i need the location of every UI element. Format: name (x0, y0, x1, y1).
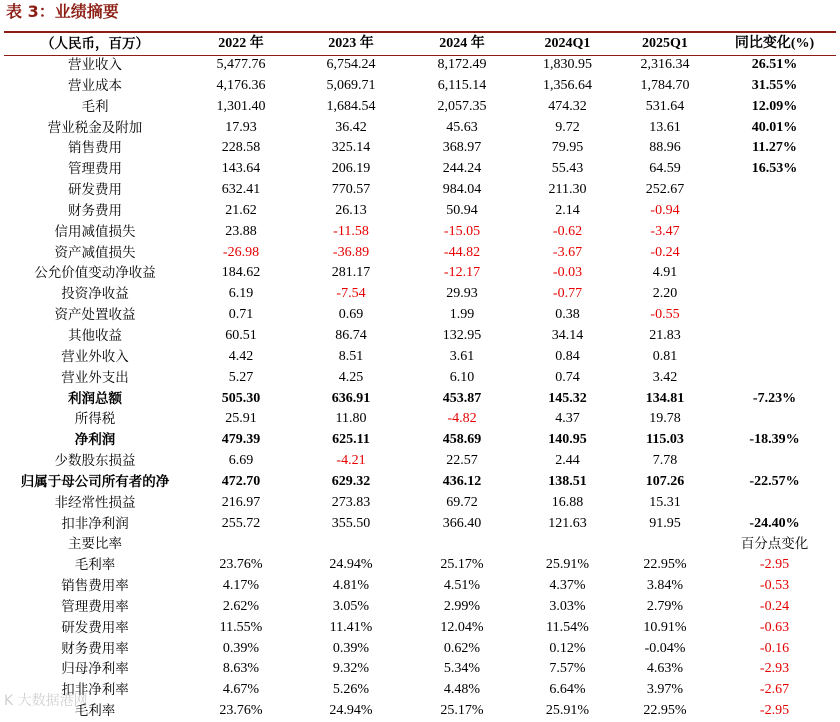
value-cell: 3.42 (652, 369, 678, 385)
row-label: 营业成本 (68, 77, 122, 94)
value-cell: 2.44 (555, 453, 580, 469)
value-cell (617, 534, 713, 555)
value-cell: 22.95% (643, 703, 687, 719)
value-cell: 0.62% (443, 640, 481, 656)
value-cell: 211.30 (548, 182, 587, 198)
value-cell: 216.97 (221, 494, 261, 510)
row-label: 扣非净利率 (61, 682, 129, 699)
row-label: 毛利 (81, 98, 109, 115)
table-row (4, 201, 836, 222)
row-label: 投资净收益 (61, 286, 129, 303)
table-row (4, 555, 836, 576)
top-rule (4, 31, 836, 33)
change-cell: 31.55% (751, 77, 798, 93)
table-row (4, 55, 836, 76)
value-cell: 6.19 (228, 286, 254, 302)
table-row (4, 659, 836, 680)
value-cell: 1,356.64 (543, 77, 592, 93)
value-cell: 34.14 (551, 327, 584, 343)
table-row (4, 284, 836, 305)
value-cell: 632.41 (221, 182, 261, 198)
value-cell: 3.97% (646, 682, 684, 698)
value-cell: 69.72 (446, 494, 478, 510)
table-row (4, 368, 836, 389)
row-label: 销售费用率 (61, 578, 129, 595)
value-cell (406, 534, 518, 555)
row-label: 利润总额 (68, 390, 122, 407)
value-cell: 115.03 (646, 432, 684, 448)
change-cell: -2.95 (759, 703, 790, 719)
value-cell: 0.69 (338, 307, 364, 323)
change-cell: -24.40% (749, 515, 800, 531)
value-cell: 0.74 (555, 369, 580, 385)
row-label: 营业收入 (68, 57, 122, 73)
value-cell: 6,115.14 (437, 77, 487, 93)
table-row (4, 222, 836, 243)
value-cell: 6.69 (228, 453, 254, 469)
value-cell: 21.62 (225, 202, 257, 218)
row-label: 非经常性损益 (54, 494, 136, 511)
value-cell: 13.61 (649, 119, 681, 135)
table-row (4, 263, 836, 284)
value-cell: 143.64 (221, 161, 261, 177)
value-cell: 531.64 (645, 98, 685, 114)
value-cell: 25.17% (440, 557, 484, 573)
table-row (4, 180, 836, 201)
value-cell: 7.78 (652, 453, 678, 469)
value-cell: 4.37 (555, 411, 580, 427)
value-cell: 252.67 (645, 182, 685, 198)
table-row (4, 451, 836, 472)
header-cell-2025q1: 2025Q1 (642, 36, 688, 52)
change-cell: -0.53 (759, 578, 790, 594)
value-cell: 5,477.76 (216, 57, 266, 72)
value-cell: 64.59 (649, 161, 681, 177)
value-cell: 625.11 (332, 432, 370, 448)
value-cell: 8.63% (222, 661, 260, 677)
value-cell: -0.94 (650, 202, 680, 218)
value-cell: 50.94 (446, 202, 478, 218)
value-cell (186, 534, 296, 555)
value-cell: 134.81 (645, 390, 685, 406)
value-cell: 25.91% (545, 703, 590, 719)
change-cell: -7.23% (752, 390, 797, 406)
value-cell: -0.77 (552, 286, 583, 302)
financial-summary-table (4, 34, 836, 722)
value-cell: 11.80 (335, 411, 367, 427)
value-cell: 1,784.70 (640, 77, 690, 93)
value-cell: -3.47 (650, 223, 680, 239)
value-cell: 23.76% (219, 703, 263, 719)
table-row (4, 576, 836, 597)
value-cell: 206.19 (331, 161, 371, 177)
value-cell: 984.04 (442, 182, 482, 198)
row-label: 所得税 (74, 411, 116, 428)
value-cell: 138.51 (548, 473, 587, 489)
value-cell (518, 534, 617, 555)
value-cell: 1,684.54 (326, 98, 376, 114)
value-cell: 6.64% (549, 682, 586, 698)
row-label: 研发费用 (68, 182, 122, 199)
value-cell: 5.26% (332, 682, 370, 698)
value-cell: 45.63 (446, 119, 478, 135)
value-cell: 140.95 (548, 432, 587, 448)
table-body (4, 55, 836, 722)
value-cell: 355.50 (331, 515, 371, 531)
value-cell: -4.82 (447, 411, 477, 427)
value-cell: 5,069.71 (326, 77, 376, 93)
value-cell: 505.30 (221, 390, 261, 406)
change-cell (713, 222, 836, 243)
value-cell: 6,754.24 (326, 57, 376, 72)
value-cell: 2.62% (222, 598, 260, 614)
value-cell: 9.32% (332, 661, 370, 677)
value-cell: 244.24 (442, 161, 482, 177)
value-cell: -0.24 (650, 244, 680, 260)
change-cell: -2.95 (759, 557, 790, 573)
change-cell: -0.63 (759, 619, 790, 635)
value-cell: 3.05% (332, 598, 370, 614)
value-cell: 0.39% (332, 640, 370, 656)
value-cell: 325.14 (331, 140, 371, 156)
value-cell: 4.67% (222, 682, 260, 698)
table-row (4, 493, 836, 514)
header-cell-2022: 2022 年 (218, 36, 264, 52)
change-cell: 40.01% (751, 119, 798, 135)
value-cell: 273.83 (331, 494, 371, 510)
value-cell: 636.91 (331, 390, 371, 406)
value-cell: 8.51 (338, 348, 364, 364)
row-label: 归母净利率 (61, 661, 129, 678)
value-cell: 3.61 (449, 348, 475, 364)
value-cell: 366.40 (442, 515, 482, 531)
table-row (4, 534, 836, 555)
change-cell: -2.93 (759, 661, 790, 677)
change-cell (713, 263, 836, 284)
change-cell: -0.16 (759, 640, 790, 656)
value-cell: 22.57 (446, 453, 478, 469)
header-cell-2024: 2024 年 (439, 36, 485, 52)
value-cell: -0.55 (650, 307, 680, 323)
change-cell (713, 451, 836, 472)
change-cell (713, 326, 836, 347)
change-cell (713, 180, 836, 201)
row-label: 其他收益 (68, 327, 122, 344)
change-cell: 16.53% (751, 161, 798, 177)
value-cell: 1.99 (449, 307, 475, 323)
table-row (4, 514, 836, 535)
value-cell: 5.27 (228, 369, 254, 385)
value-cell: 6.10 (449, 369, 475, 385)
table-row (4, 159, 836, 180)
row-label: 信用减值损失 (54, 223, 136, 240)
value-cell: 1,301.40 (216, 98, 266, 114)
table-row (4, 639, 836, 660)
value-cell: 4.42 (228, 348, 254, 364)
value-cell: -12.17 (443, 265, 481, 281)
table-row (4, 97, 836, 118)
value-cell: 60.51 (225, 327, 257, 343)
change-cell (713, 305, 836, 326)
row-label: 财务费用率 (61, 640, 129, 657)
value-cell: 3.03% (549, 598, 586, 614)
value-cell: 4.48% (443, 682, 481, 698)
row-label: 公允价值变动净收益 (34, 265, 156, 282)
value-cell: 0.71 (228, 307, 254, 323)
table-caption: 表 3：业绩摘要 (6, 2, 119, 21)
value-cell: 21.83 (649, 327, 681, 343)
value-cell: 29.93 (446, 286, 478, 302)
value-cell: 88.96 (649, 140, 681, 156)
change-cell: -22.57% (749, 473, 800, 489)
value-cell: 25.91% (545, 557, 590, 573)
value-cell: 145.32 (548, 390, 587, 406)
change-cell (713, 347, 836, 368)
value-cell: 36.42 (335, 119, 367, 135)
value-cell: 1,830.95 (543, 57, 592, 72)
value-cell: 15.31 (649, 494, 681, 510)
change-cell (713, 409, 836, 430)
table-row (4, 118, 836, 139)
value-cell: 228.58 (221, 140, 261, 156)
change-cell: 11.27% (752, 140, 797, 156)
value-cell: -36.89 (332, 244, 370, 260)
row-label: 管理费用 (68, 161, 122, 178)
value-cell: 25.17% (440, 703, 484, 719)
value-cell: 12.04% (440, 619, 484, 635)
change-cell: -18.39% (749, 432, 800, 448)
value-cell: -44.82 (443, 244, 481, 260)
row-label: 营业外支出 (61, 369, 129, 386)
value-cell: 4.63% (646, 661, 684, 677)
value-cell: 4.25 (338, 369, 364, 385)
value-cell: 22.95% (643, 557, 687, 573)
table-row (4, 326, 836, 347)
value-cell: 132.95 (442, 327, 482, 343)
table-row (4, 305, 836, 326)
header-cell-2023: 2023 年 (328, 36, 374, 52)
table-row (4, 597, 836, 618)
change-cell: 26.51% (751, 57, 798, 72)
value-cell: 472.70 (221, 473, 261, 489)
row-label: 少数股东损益 (54, 453, 136, 470)
value-cell: -0.04% (644, 640, 686, 656)
value-cell: 255.72 (221, 515, 261, 531)
watermark: K 大数据港网 (4, 693, 88, 709)
change-cell: 百分点变化 (740, 536, 809, 553)
value-cell: 368.97 (442, 140, 482, 156)
value-cell: 24.94% (329, 703, 373, 719)
row-label: 净利润 (74, 432, 116, 449)
value-cell: 107.26 (645, 473, 685, 489)
value-cell: 0.84 (555, 348, 580, 364)
table-row (4, 618, 836, 639)
row-label: 毛利率 (74, 557, 116, 574)
row-label: 销售费用 (68, 140, 122, 157)
row-label: 营业税金及附加 (47, 119, 143, 136)
value-cell: -7.54 (336, 286, 366, 302)
value-cell: 121.63 (548, 515, 587, 531)
value-cell: 11.55% (219, 619, 263, 635)
change-cell (713, 493, 836, 514)
value-cell: 474.32 (548, 98, 587, 114)
row-label: 扣非净利润 (61, 515, 129, 532)
header-cell-unit: （人民币，百万） (41, 36, 149, 53)
change-cell (713, 201, 836, 222)
change-cell (713, 368, 836, 389)
value-cell: -0.03 (552, 265, 583, 281)
value-cell: -4.21 (336, 453, 366, 469)
value-cell: 4.81% (332, 578, 370, 594)
value-cell: 0.12% (549, 640, 586, 656)
value-cell: 2,057.35 (437, 98, 487, 114)
value-cell: 4.37% (549, 578, 586, 594)
value-cell: 16.88 (551, 494, 584, 510)
value-cell: 10.91% (643, 619, 687, 635)
table-row (4, 389, 836, 410)
table-row (4, 472, 836, 493)
value-cell: 23.88 (225, 223, 257, 239)
change-cell: -0.24 (759, 598, 790, 614)
table-row (4, 409, 836, 430)
change-cell (713, 284, 836, 305)
row-label: 主要比率 (68, 536, 122, 553)
table-row (4, 138, 836, 159)
value-cell: 629.32 (331, 473, 371, 489)
value-cell: 26.13 (335, 202, 367, 218)
value-cell: 2.14 (555, 202, 580, 218)
value-cell: 281.17 (331, 265, 371, 281)
value-cell: 25.91 (225, 411, 257, 427)
table-row (4, 347, 836, 368)
value-cell: 91.95 (649, 515, 681, 531)
value-cell (296, 534, 406, 555)
value-cell: 436.12 (442, 473, 482, 489)
value-cell: 2.79% (646, 598, 684, 614)
change-cell (713, 243, 836, 264)
header-rule (4, 55, 836, 56)
value-cell: 55.43 (551, 161, 584, 177)
change-cell: -2.67 (759, 682, 790, 698)
header-cell-yoy: 同比变化(%) (734, 36, 815, 52)
row-label: 资产处置收益 (54, 307, 136, 324)
table-row (4, 680, 836, 701)
value-cell: 2.99% (443, 598, 481, 614)
value-cell: 5.34% (443, 661, 481, 677)
table-row (4, 430, 836, 451)
value-cell: 184.62 (221, 265, 261, 281)
value-cell: 4.51% (443, 578, 481, 594)
value-cell: 4.91 (652, 265, 678, 281)
value-cell: 0.81 (652, 348, 678, 364)
row-label: 毛利率 (74, 703, 116, 720)
header-cell-2024q1: 2024Q1 (544, 36, 591, 52)
value-cell: 2,316.34 (640, 57, 690, 72)
value-cell: -15.05 (443, 223, 481, 239)
value-cell: 4,176.36 (216, 77, 266, 93)
change-cell: 12.09% (751, 98, 798, 114)
value-cell: -3.67 (552, 244, 583, 260)
value-cell: 770.57 (331, 182, 371, 198)
value-cell: 453.87 (442, 390, 482, 406)
value-cell: 11.41% (329, 619, 373, 635)
value-cell: 11.54% (546, 619, 589, 635)
value-cell: 24.94% (329, 557, 373, 573)
value-cell: -11.58 (333, 223, 369, 239)
row-label: 管理费用率 (61, 598, 129, 615)
value-cell: 8,172.49 (437, 57, 487, 72)
row-label: 研发费用率 (61, 619, 129, 636)
value-cell: 0.39% (222, 640, 260, 656)
value-cell: 23.76% (219, 557, 263, 573)
row-label: 财务费用 (68, 202, 122, 219)
header-row (4, 34, 836, 55)
value-cell: 4.17% (222, 578, 260, 594)
value-cell: 3.84% (646, 578, 684, 594)
value-cell: 0.38 (555, 307, 580, 323)
row-label: 归属于母公司所有者的净 (20, 473, 170, 490)
table-row (4, 243, 836, 264)
row-label: 营业外收入 (61, 348, 129, 365)
value-cell: 2.20 (652, 286, 678, 302)
table-row (4, 76, 836, 97)
value-cell: 19.78 (649, 411, 681, 427)
value-cell: 79.95 (551, 140, 584, 156)
value-cell: 7.57% (549, 661, 586, 677)
value-cell: 9.72 (555, 119, 580, 135)
value-cell: 17.93 (225, 119, 257, 135)
value-cell: 458.69 (442, 432, 482, 448)
value-cell: -0.62 (552, 223, 583, 239)
row-label: 资产减值损失 (54, 244, 136, 261)
value-cell: -26.98 (222, 244, 260, 260)
value-cell: 479.39 (221, 432, 261, 448)
value-cell: 86.74 (335, 327, 367, 343)
